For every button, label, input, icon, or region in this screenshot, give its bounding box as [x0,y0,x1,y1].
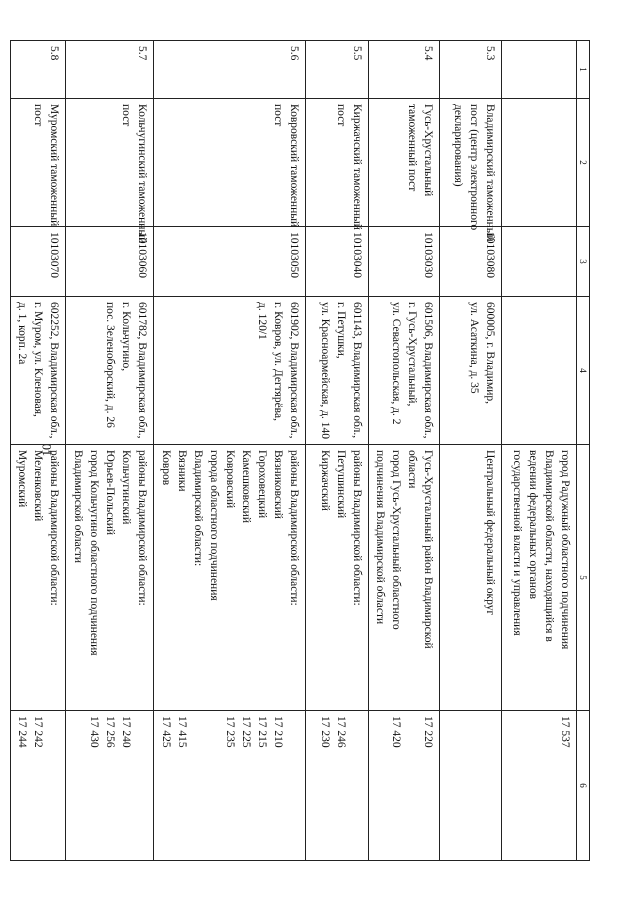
post-name-cell [66,99,154,244]
cell-line: 17 235 [224,716,237,748]
cell-line: 601902, Владимирская обл., [288,302,301,439]
cell-line: пост [272,104,285,127]
cell-line: пост [32,104,45,127]
cell-line: 17 256 [104,716,117,748]
cell-line: Камешковский [240,450,253,523]
cell-line: города областного подчинения [208,450,221,601]
cell-line: 17 430 [88,716,101,748]
customs-posts-table [10,40,590,861]
column-number: 3 [576,227,589,297]
row-number-cell: 5.5 [306,41,368,99]
post-name-cell [11,99,66,227]
address-cell [440,297,502,445]
cell-line [349,716,365,855]
cell-line: Ковровский [224,450,237,509]
okato-code-cell [66,711,154,861]
cell-line: Владимирской области, находящийся в [542,450,555,642]
cell-line: Гусь-Хрустальный район Владимирской [422,450,434,649]
cell-line: Киржачский таможенный [350,104,363,230]
table-row [368,41,439,861]
cell-line: Гороховецкий [256,450,269,519]
cell-line: Кольчугинский таможенный [136,104,149,244]
row-number-cell: 5.6 [154,41,306,99]
column-number: 6 [576,711,589,861]
cell-line: пост (центр электронного [468,104,481,231]
region-cell [440,445,502,711]
cell-line: Муромский таможенный [48,104,61,227]
table-body [11,41,590,861]
cell-line: Кольчугинский [120,450,133,525]
post-name-cell [368,99,439,227]
cell-line: 602252, Владимирская обл., [48,302,61,439]
cell-line: 17 215 [256,716,269,748]
cell-line: г. Ковров, ул. Дегтярёва, [272,302,285,421]
cell-line: д. 1, корп. 2а [16,302,29,365]
address-cell [11,297,66,445]
cell-line: районы Владимирской области: [288,450,301,606]
row-number-cell: 5.7 [66,41,154,99]
cell-line: Петушинский [334,450,347,519]
cell-line [190,716,206,855]
post-name-cell [306,99,368,230]
region-cell [11,445,66,711]
region-cell [66,445,154,711]
column-number: 5 [576,445,589,711]
cell-line: город Гусь-Хрустальный областного [390,450,402,630]
cell-line: Муромский [16,450,29,508]
row-number-cell: 5.8 [11,41,66,99]
page-number: 10 [39,443,54,457]
address-cell [306,297,368,445]
region-cell [502,445,577,711]
row-number-cell: 5.3 [440,41,502,99]
post-code-cell: 10103030 [368,227,439,297]
post-name-cell [502,99,577,227]
cell-line: 17 210 [272,716,285,748]
cell-line: 601143, Владимирская обл., [350,302,363,439]
cell-line: 17 242 [32,716,45,748]
region-cell [368,445,439,711]
cell-line: таможенный пост [406,104,418,192]
cell-line: Киржачский [318,450,331,511]
post-code-cell [502,227,577,297]
column-number-row [576,41,589,861]
cell-line: ул. Красноармейская, д. 140 [318,302,331,439]
address-cell [368,297,439,445]
okato-code-cell [154,711,306,861]
cell-line: 17 230 [318,716,331,748]
post-code-cell: 10103080 [440,227,502,297]
post-code-cell: 10103050 [154,227,306,297]
cell-line: районы Владимирской области: [350,450,363,606]
cell-line: Владимирской области [72,450,85,564]
region-cell [154,445,306,711]
column-number: 1 [576,41,589,99]
post-name-cell [154,99,306,227]
table-row [11,41,66,861]
column-number: 2 [576,99,589,227]
cell-line: 17 220 [422,716,434,748]
address-cell [502,297,577,445]
table-row [66,41,154,861]
cell-line: Вязниковский [272,450,285,519]
cell-line: пост [120,104,133,127]
cell-line: г. Кольчугино, [120,302,133,372]
cell-line: 601782, Владимирская обл., [136,302,149,439]
cell-line: Ковров [160,450,173,486]
cell-line: Владимирской области: [192,450,205,567]
cell-line: 17 240 [120,716,133,748]
cell-line: 601506, Владимирская обл., [422,302,434,439]
address-cell [154,297,306,445]
cell-line: г. Петушки, [334,302,347,359]
row-number-cell [502,41,577,99]
cell-line: 17 420 [390,716,402,748]
cell-line: 17 244 [16,716,29,748]
cell-line: ведении федеральных органов [526,450,539,600]
cell-line: пос. Зеленоборский, д. 26 [104,302,117,428]
cell-line [206,716,222,855]
cell-line: г. Муром, ул. Кленовая, [32,302,45,417]
cell-line: д. 120/1 [256,302,269,340]
okato-code-cell [502,711,577,861]
okato-code-cell [368,711,439,861]
table-row [440,41,502,861]
cell-line [286,716,302,855]
column-number: 4 [576,297,589,445]
cell-line: подчинения Владимирской области [374,450,386,625]
post-code-cell: 10103040 [306,227,368,297]
cell-line: ул. Севастопольская, д. 2 [390,302,402,425]
post-code-cell: 10103060 [66,227,154,297]
post-name-cell [440,99,502,242]
cell-line: 17 425 [160,716,173,748]
cell-line: Вязники [176,450,189,492]
cell-line: 17 415 [176,716,189,748]
cell-line: 17 246 [334,716,347,748]
cell-line: город Радужный областного подчинения [558,450,571,650]
cell-line: районы Владимирской области: [48,450,61,606]
cell-line: Ковровский таможенный [288,104,301,228]
cell-line: 600005, г. Владимир, [484,302,497,404]
cell-line: 17 225 [240,716,253,748]
cell-line: город Кольчугино областного подчинения [88,450,101,656]
region-cell [306,445,368,711]
cell-line: Центральный федеральный округ [484,450,497,616]
cell-line: 17 537 [558,716,571,748]
cell-line: государственной власти и управления [510,450,523,636]
cell-line: области [406,450,418,489]
cell-line: декларирования) [452,104,465,187]
cell-line [134,716,150,855]
cell-line: ул. Асаткина, д. 35 [468,302,481,394]
cell-line [404,716,420,855]
table-row [154,41,306,861]
cell-line: пост [334,104,347,127]
cell-line [46,716,62,855]
cell-line: Меленковский [32,450,45,522]
okato-code-cell [306,711,368,861]
post-code-cell: 10103070 [11,227,66,297]
cell-line: Владимирский таможенный [484,104,497,242]
table-row [306,41,368,861]
row-number-cell: 5.4 [368,41,439,99]
cell-line: Гусь-Хрустальный [422,104,434,197]
cell-line: г. Гусь-Хрустальный, [406,302,418,407]
rotated-page [10,40,590,860]
table-row [502,41,577,861]
address-cell [66,297,154,445]
cell-line: Юрьев-Польский [104,450,117,536]
cell-line: районы Владимирской области: [136,450,149,606]
okato-code-cell [440,711,502,861]
okato-code-cell [11,711,66,861]
